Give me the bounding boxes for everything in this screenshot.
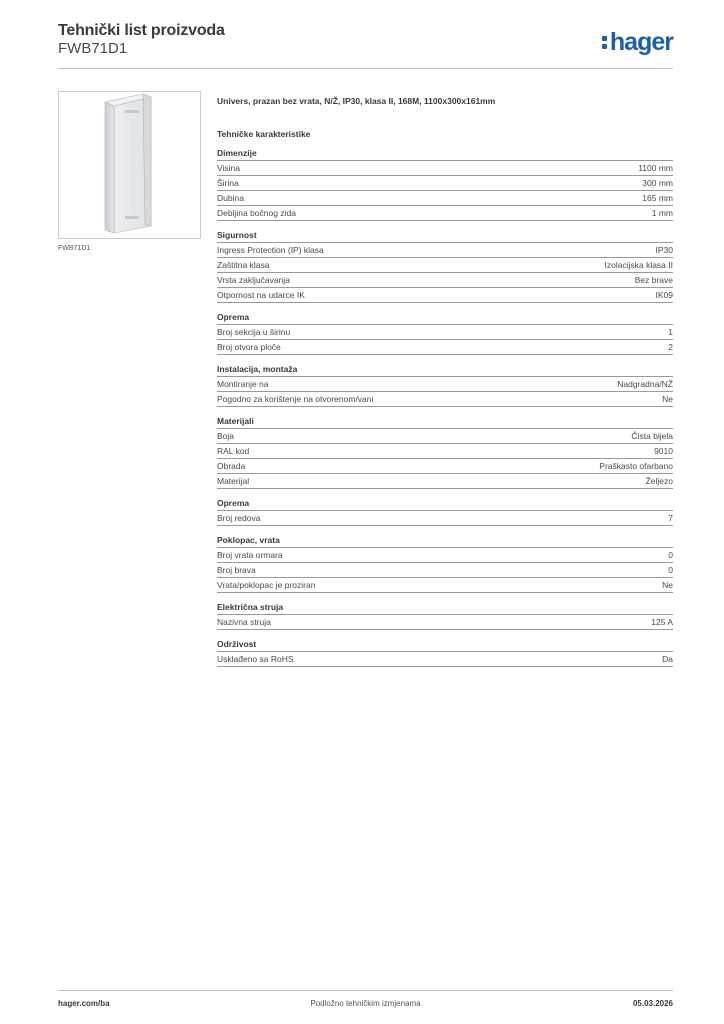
spec-value: Praškasto ofarbano: [599, 461, 673, 471]
spec-row: [217, 429, 673, 444]
spec-value: Ne: [662, 394, 673, 404]
section-title: Oprema: [217, 310, 673, 325]
spec-label: Usklađeno sa RoHS: [217, 654, 294, 664]
spec-value: Nadgradna/NŽ: [617, 379, 673, 389]
spec-label: Broj brava: [217, 565, 256, 575]
spec-value: 1 mm: [651, 208, 673, 218]
spec-section: [217, 228, 673, 303]
spec-value: 0: [668, 550, 673, 560]
spec-label: Visina: [217, 163, 240, 173]
spec-label: Broj sekcija u širinu: [217, 327, 291, 337]
product-description: Univers, prazan bez vrata, N/Ž, IP30, klasa II, 168M, 1100x300x161mm: [217, 96, 496, 106]
footer-disclaimer: Podložno tehničkim izmjenama: [310, 999, 421, 1008]
tech-characteristics-title: Tehničke karakteristike: [217, 129, 311, 139]
spec-value: Izolacijska klasa II: [604, 260, 673, 270]
footer-date: 05.03.2026: [632, 999, 673, 1008]
section-title: Materijali: [217, 414, 673, 429]
spec-sections: [217, 146, 673, 667]
page-header: [58, 22, 673, 69]
spec-value: 300 mm: [642, 178, 673, 188]
spec-row: [217, 206, 673, 221]
spec-label: Obrada: [217, 461, 246, 471]
section-title: Održivost: [217, 637, 673, 652]
spec-label: Dubina: [217, 193, 244, 203]
spec-row: [217, 161, 673, 176]
spec-row: [217, 340, 673, 355]
spec-section: [217, 362, 673, 407]
spec-row: [217, 258, 673, 273]
spec-label: Debljina bočnog zida: [217, 208, 296, 218]
spec-row: [217, 578, 673, 593]
product-code: FWB71D1: [58, 40, 128, 57]
spec-content: [217, 94, 673, 674]
spec-section: [217, 310, 673, 355]
spec-value: IP30: [655, 245, 673, 255]
spec-row: [217, 615, 673, 630]
spec-row: [217, 273, 673, 288]
spec-row: [217, 191, 673, 206]
spec-label: Broj vrata ormara: [217, 550, 283, 560]
spec-value: 165 mm: [642, 193, 673, 203]
spec-label: Vrata/poklopac je proziran: [217, 580, 316, 590]
spec-label: Vrsta zaključavanja: [217, 275, 290, 285]
spec-value: 1: [668, 327, 673, 337]
spec-row: [217, 459, 673, 474]
spec-value: Bez brave: [634, 275, 673, 285]
product-image: [58, 91, 201, 239]
footer-website: hager.com/ba: [58, 999, 110, 1008]
spec-row: [217, 377, 673, 392]
spec-section: [217, 146, 673, 221]
spec-label: Ingress Protection (IP) klasa: [217, 245, 324, 255]
spec-value: 9010: [654, 446, 673, 456]
section-title: Poklopac, vrata: [217, 533, 673, 548]
section-title: Instalacija, montaža: [217, 362, 673, 377]
logo-text: hager: [609, 28, 673, 56]
spec-value: 0: [668, 565, 673, 575]
spec-label: Nazivna struja: [217, 617, 271, 627]
spec-label: Boja: [217, 431, 235, 441]
spec-row: [217, 444, 673, 459]
section-title: Električna struja: [217, 600, 673, 615]
spec-value: Da: [662, 654, 673, 664]
spec-row: [217, 511, 673, 526]
spec-value: 7: [668, 513, 673, 523]
spec-row: [217, 652, 673, 667]
spec-section: [217, 496, 673, 526]
logo-dots-icon: [602, 34, 608, 50]
page-footer: [58, 990, 673, 1021]
spec-value: Željezo: [645, 476, 673, 486]
section-title: Oprema: [217, 496, 673, 511]
spec-label: Zaštitna klasa: [217, 260, 270, 270]
spec-section: [217, 533, 673, 593]
spec-value: 125 A: [651, 617, 673, 627]
spec-value: IK09: [655, 290, 673, 300]
spec-label: Broj redova: [217, 513, 261, 523]
product-image-caption: FWB71D1: [58, 245, 91, 252]
document-title: Tehnički list proizvoda: [58, 22, 225, 39]
section-title: Dimenzije: [217, 146, 673, 161]
spec-label: Broj otvora ploče: [217, 342, 281, 352]
spec-row: [217, 392, 673, 407]
spec-row: [217, 288, 673, 303]
spec-value: Ne: [662, 580, 673, 590]
spec-row: [217, 325, 673, 340]
spec-row: [217, 243, 673, 258]
spec-value: 2: [668, 342, 673, 352]
spec-value: 1100 mm: [638, 163, 673, 173]
cabinet-enclosure-icon: [59, 92, 200, 238]
spec-section: [217, 637, 673, 667]
hager-logo: [602, 28, 673, 57]
spec-row: [217, 474, 673, 489]
section-title: Sigurnost: [217, 228, 673, 243]
spec-row: [217, 176, 673, 191]
spec-section: [217, 600, 673, 630]
spec-value: Čista bijela: [631, 431, 673, 441]
spec-label: Materijal: [217, 476, 250, 486]
spec-section: [217, 414, 673, 489]
spec-label: RAL kod: [217, 446, 250, 456]
spec-label: Montiranje na: [217, 379, 269, 389]
spec-label: Širina: [217, 178, 239, 188]
spec-row: [217, 563, 673, 578]
spec-label: Pogodno za korištenje na otvorenom/vani: [217, 394, 374, 404]
spec-row: [217, 548, 673, 563]
spec-label: Otpornost na udarce IK: [217, 290, 305, 300]
